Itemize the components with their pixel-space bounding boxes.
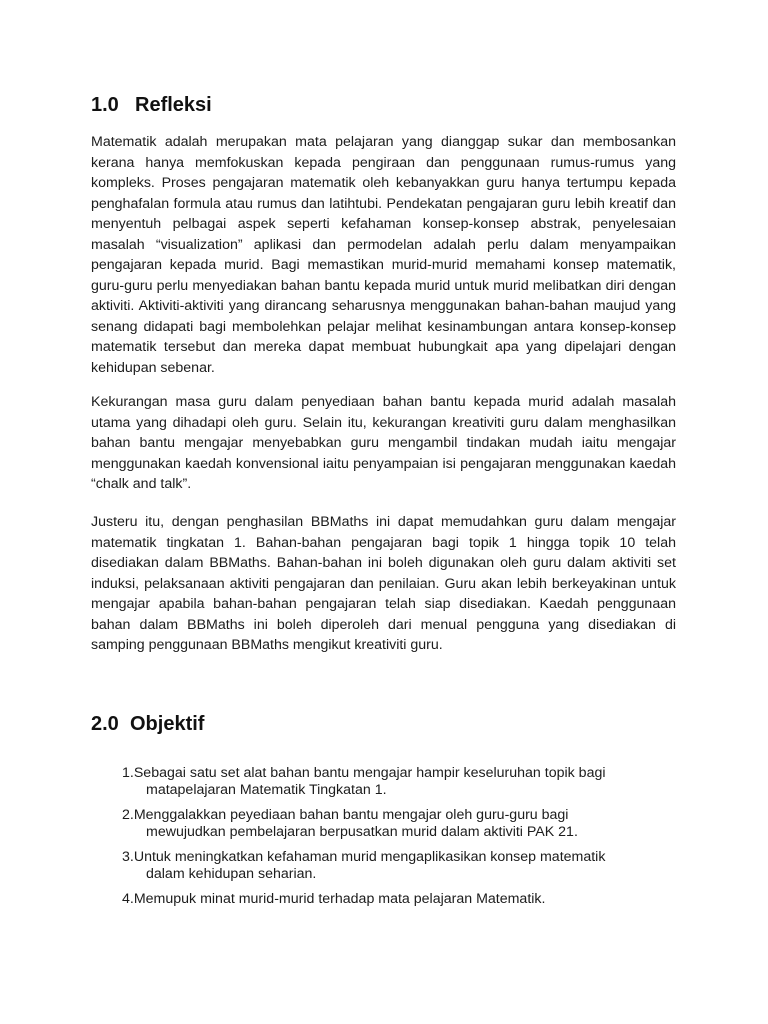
paragraph: Justeru itu, dengan penghasilan BBMaths ini dapat memudahkan guru dalam mengajar matematik tingkatan 1. Bahan-bahan pengajaran bagi topik 1 hingga topik 10 telah disediakan dalam BBMaths. Bahan-bahan ini boleh digunakan oleh guru dalam aktiviti set induksi, pelaksanaan aktiviti pengajaran dan penilaian. Guru akan lebih berkeyakinan untuk mengajar apabila bahan-bahan pengajaran telah siap disediakan. Kaedah penggunaan bahan dalam BBMaths ini boleh diperoleh dari menual pengguna yang disediakan di samping penggunaan BBMaths mengikut kreativiti guru.: [91, 514, 676, 654]
paragraph: Kekurangan masa guru dalam penyediaan bahan bantu kepada murid adalah masalah utama yang dihadapi oleh guru. Selain itu, kekurangan kreativiti guru dalam menghasilkan bahan bantu mengajar menyebabkan guru mengambil tindakan mudah iaitu mengajar menggunakan kaedah konvensional iaitu penyampaian isi pengajaran menggunakan kaedah “chalk and talk”.: [91, 394, 676, 493]
list-item-text: Memupuk minat murid-murid terhadap mata pelajaran Matematik.: [133, 891, 546, 907]
list-item-number: 1.: [122, 765, 134, 781]
list-item: [122, 891, 642, 908]
section-title: Refleksi: [135, 94, 212, 116]
section-heading-refleksi: [91, 93, 212, 117]
section-heading-objektif: [91, 712, 204, 736]
section-number: 1.0: [91, 94, 119, 116]
objective-list: [122, 765, 642, 916]
list-item-number: 2.: [122, 807, 134, 823]
list-item: [122, 765, 642, 799]
list-item-text: Menggalakkan peyediaan bahan bantu mengajar oleh guru-guru bagi mewujudkan pembelajaran berpusatkan murid dalam aktiviti PAK 21.: [133, 807, 578, 840]
list-item: [122, 849, 642, 883]
list-item-number: 3.: [122, 849, 134, 865]
list-item: [122, 807, 642, 841]
section-title: Objektif: [130, 713, 205, 735]
paragraph: Matematik adalah merupakan mata pelajaran yang dianggap sukar dan membosankan kerana hanya memfokuskan kepada pengiraan dan penggunaan rumus-rumus yang kompleks. Proses pengajaran matematik oleh kebanyakkan guru hanya tertumpu kepada penghafalan formula atau rumus dan latihtubi. Pendekatan pengajaran guru lebih kreatif dan menyentuh pelbagai aspek seperti kefahaman konsep-konsep abstrak, penyelesaian masalah “visualization” aplikasi dan permodelan adalah perlu dalam menyampaikan pengajaran kepada murid. Bagi memastikan murid-murid memahami konsep matematik, guru-guru perlu menyediakan bahan bantu kepada murid untuk murid melibatkan diri dengan aktiviti. Aktiviti-aktiviti yang dirancang seharusnya menggunakan bahan-bahan maujud yang senang didapati bagi membolehkan pelajar melihat kesinambungan antara konsep-konsep matematik tersebut dan mereka dapat membuat hubungkait apa yang dipelajari dengan kehidupan sebenar.: [91, 134, 676, 377]
list-item-number: 4.: [122, 891, 134, 907]
section-number: 2.0: [91, 713, 119, 735]
list-item-text: Untuk meningkatkan kefahaman murid mengaplikasikan konsep matematik dalam kehidupan seharian.: [133, 849, 606, 882]
list-item-text: Sebagai satu set alat bahan bantu mengajar hampir keseluruhan topik bagi matapelajaran Matematik Tingkatan 1.: [133, 765, 606, 798]
